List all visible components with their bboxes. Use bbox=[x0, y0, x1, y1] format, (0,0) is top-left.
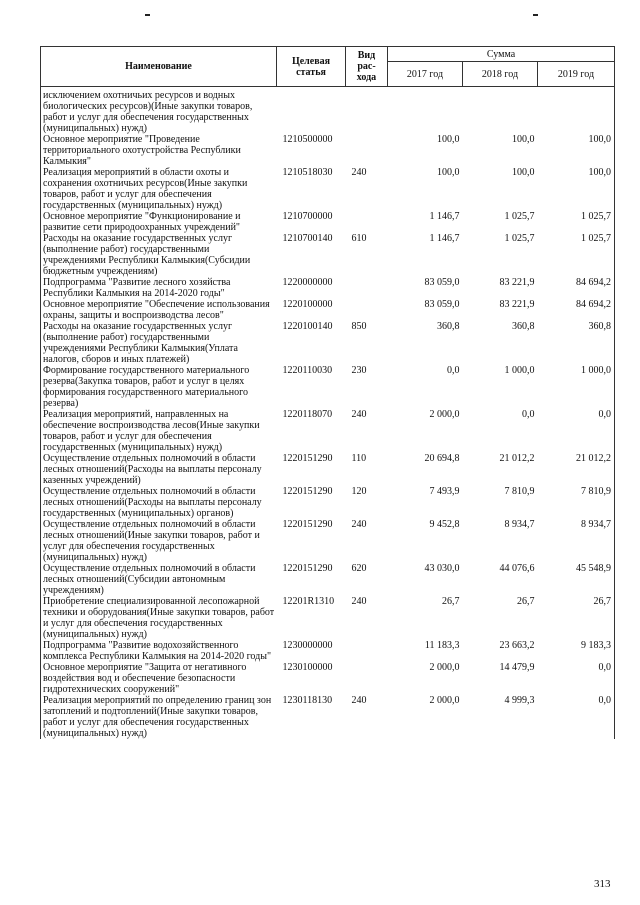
row-code: 1230000000 bbox=[282, 640, 333, 651]
row-amount-2019: 0,0 bbox=[538, 695, 615, 739]
row-name: Расходы на оказание государственных услуг (выполнение работ) государственными учреждениями Республики Калмыкия(Уплата налогов, сборов и иных платежей) bbox=[41, 321, 277, 365]
row-amount-2017: 2 000,0 bbox=[429, 662, 460, 673]
row-kind: 850 bbox=[351, 321, 367, 332]
row-amount-2018 bbox=[463, 87, 538, 135]
row-code: 1230118130 bbox=[282, 695, 333, 706]
row-kind: 240 bbox=[351, 695, 367, 706]
row-amount-2019: 0,0 bbox=[538, 409, 615, 453]
row-amount-2017: 43 030,0 bbox=[424, 563, 460, 574]
row-amount-2017: 2 000,0 bbox=[429, 409, 460, 420]
row-name: Осуществление отдельных полномочий в области лесных отношений(Субсидии автономным учреждениям) bbox=[41, 563, 277, 596]
row-amount-2018: 0,0 bbox=[522, 409, 535, 420]
row-name: Реализация мероприятий в области охоты и сохранения охотничьих ресурсов(Иные закупки товаров, работ и услуг для обеспечения государственных (муниципальных) нужд) bbox=[41, 167, 277, 211]
row-code: 1210500000 bbox=[282, 134, 333, 145]
row-amount-2017: 83 059,0 bbox=[424, 277, 460, 288]
header-dash-right bbox=[533, 14, 538, 16]
row-amount-2018: 100,0 bbox=[512, 134, 535, 145]
table-row bbox=[41, 211, 615, 233]
row-amount-2019: 45 548,9 bbox=[538, 563, 615, 596]
row-amount-2019: 1 025,7 bbox=[538, 211, 615, 233]
row-amount-2017: 100,0 bbox=[437, 134, 460, 145]
row-code: 1220110030 bbox=[282, 365, 333, 376]
row-kind: 620 bbox=[351, 563, 367, 574]
row-kind bbox=[346, 299, 388, 321]
row-amount-2018: 1 000,0 bbox=[504, 365, 535, 376]
row-amount-2018: 1 025,7 bbox=[504, 233, 535, 244]
row-amount-2019: 1 025,7 bbox=[538, 233, 615, 277]
column-header-2018: 2018 год bbox=[463, 62, 538, 87]
table-row bbox=[41, 453, 615, 486]
row-amount-2019: 9 183,3 bbox=[538, 640, 615, 662]
budget-table bbox=[40, 46, 615, 739]
row-amount-2018: 44 076,6 bbox=[499, 563, 535, 574]
row-amount-2018: 21 012,2 bbox=[499, 453, 535, 464]
row-amount-2017: 9 452,8 bbox=[429, 519, 460, 530]
row-amount-2017: 0,0 bbox=[447, 365, 460, 376]
row-kind bbox=[346, 662, 388, 695]
table-row bbox=[41, 277, 615, 299]
row-kind: 230 bbox=[351, 365, 367, 376]
row-code: 1220100000 bbox=[282, 299, 333, 310]
row-name: Осуществление отдельных полномочий в области лесных отношений(Расходы на выплаты персоналу государственных (муниципальных) органов) bbox=[41, 486, 277, 519]
row-kind: 610 bbox=[351, 233, 367, 244]
table-row bbox=[41, 519, 615, 563]
table-row bbox=[41, 321, 615, 365]
row-amount-2018: 360,8 bbox=[512, 321, 535, 332]
row-code: 1220000000 bbox=[282, 277, 333, 288]
table-row bbox=[41, 134, 615, 167]
row-amount-2017: 1 146,7 bbox=[429, 211, 460, 222]
row-code: 1210518030 bbox=[282, 167, 333, 178]
table-row bbox=[41, 640, 615, 662]
column-header-sum: Сумма bbox=[388, 47, 615, 62]
row-code: 12201R1310 bbox=[282, 596, 335, 607]
table-row bbox=[41, 299, 615, 321]
row-code: 1220151290 bbox=[282, 519, 333, 530]
row-amount-2018: 100,0 bbox=[512, 167, 535, 178]
row-amount-2017: 26,7 bbox=[442, 596, 460, 607]
row-name: Реализация мероприятий, направленных на обеспечение воспроизводства лесов(Иные закупки товаров, работ и услуг для обеспечения государственных (муниципальных) нужд) bbox=[41, 409, 277, 453]
row-amount-2019: 84 694,2 bbox=[538, 299, 615, 321]
row-name: Основное мероприятие "Обеспечение использования охраны, защиты и воспроизводства лесов" bbox=[41, 299, 277, 321]
table-row bbox=[41, 87, 615, 135]
row-kind: 120 bbox=[351, 486, 367, 497]
header-dash-left bbox=[145, 14, 150, 16]
row-amount-2017 bbox=[388, 87, 463, 135]
row-amount-2019: 360,8 bbox=[538, 321, 615, 365]
row-name: Основное мероприятие "Защита от негативного воздействия вод и обеспечение безопасности гидротехнических сооружений" bbox=[41, 662, 277, 695]
row-code: 1220100140 bbox=[282, 321, 333, 332]
page-number: 313 bbox=[594, 878, 611, 890]
column-header-2019: 2019 год bbox=[538, 62, 615, 87]
table-row bbox=[41, 695, 615, 739]
row-code: 1220151290 bbox=[282, 486, 333, 497]
row-amount-2019: 0,0 bbox=[538, 662, 615, 695]
row-amount-2018: 8 934,7 bbox=[504, 519, 535, 530]
row-amount-2017: 100,0 bbox=[437, 167, 460, 178]
row-kind: 240 bbox=[351, 167, 367, 178]
row-name: Подпрограмма "Развитие водохозяйственного комплекса Республики Калмыкия на 2014-2020 годы" bbox=[41, 640, 277, 662]
row-code: 1220151290 bbox=[282, 453, 333, 464]
row-amount-2019: 1 000,0 bbox=[538, 365, 615, 409]
row-amount-2018: 14 479,9 bbox=[499, 662, 535, 673]
row-name: Подпрограмма "Развитие лесного хозяйства Республики Калмыкия на 2014-2020 годы" bbox=[41, 277, 277, 299]
row-amount-2019 bbox=[538, 87, 615, 135]
row-kind: 240 bbox=[351, 596, 367, 607]
column-header-kind: Вид рас-хода bbox=[346, 47, 388, 87]
row-name: Реализация мероприятий по определению границ зон затоплений и подтоплений(Иные закупки товаров, работ и услуг для обеспечения государственных (муниципальных) нужд) bbox=[41, 695, 277, 739]
row-code: 1210700000 bbox=[282, 211, 333, 222]
column-header-name: Наименование bbox=[41, 47, 277, 87]
row-name: Осуществление отдельных полномочий в области лесных отношений(Иные закупки товаров, работ и услуг для обеспечения государственных (муниципальных) нужд) bbox=[41, 519, 277, 563]
row-name: Осуществление отдельных полномочий в области лесных отношений(Расходы на выплаты персоналу казенных учреждений) bbox=[41, 453, 277, 486]
row-amount-2017: 83 059,0 bbox=[424, 299, 460, 310]
column-header-code: Целевая статья bbox=[277, 47, 346, 87]
row-amount-2019: 8 934,7 bbox=[538, 519, 615, 563]
row-amount-2018: 4 999,3 bbox=[504, 695, 535, 706]
row-amount-2019: 100,0 bbox=[538, 134, 615, 167]
row-code: 1210700140 bbox=[282, 233, 333, 244]
row-amount-2018: 26,7 bbox=[517, 596, 535, 607]
row-code: 1220151290 bbox=[282, 563, 333, 574]
row-amount-2017: 1 146,7 bbox=[429, 233, 460, 244]
row-kind bbox=[346, 211, 388, 233]
table-row bbox=[41, 596, 615, 640]
row-amount-2019: 84 694,2 bbox=[538, 277, 615, 299]
column-header-2017: 2017 год bbox=[388, 62, 463, 87]
row-name: Приобретение специализированной лесопожарной техники и оборудования(Иные закупки товаров, работ и услуг для обеспечения государственных (муниципальных) нужд) bbox=[41, 596, 277, 640]
row-code: 1220118070 bbox=[282, 409, 333, 420]
row-amount-2017: 2 000,0 bbox=[429, 695, 460, 706]
row-code: 1230100000 bbox=[282, 662, 333, 673]
table-row bbox=[41, 486, 615, 519]
table-row bbox=[41, 365, 615, 409]
row-amount-2018: 83 221,9 bbox=[499, 277, 535, 288]
row-kind bbox=[346, 277, 388, 299]
row-amount-2019: 7 810,9 bbox=[538, 486, 615, 519]
row-amount-2017: 7 493,9 bbox=[429, 486, 460, 497]
row-kind bbox=[346, 87, 388, 135]
row-amount-2018: 7 810,9 bbox=[504, 486, 535, 497]
row-amount-2018: 83 221,9 bbox=[499, 299, 535, 310]
row-amount-2019: 100,0 bbox=[538, 167, 615, 211]
row-amount-2018: 1 025,7 bbox=[504, 211, 535, 222]
table-row bbox=[41, 167, 615, 211]
table-row bbox=[41, 662, 615, 695]
row-amount-2019: 26,7 bbox=[538, 596, 615, 640]
row-amount-2019: 21 012,2 bbox=[538, 453, 615, 486]
row-amount-2017: 360,8 bbox=[437, 321, 460, 332]
row-amount-2017: 11 183,3 bbox=[424, 640, 460, 651]
row-amount-2017: 20 694,8 bbox=[424, 453, 460, 464]
row-kind: 240 bbox=[351, 409, 367, 420]
row-kind bbox=[346, 640, 388, 662]
row-name: Основное мероприятие "Функционирование и развитие сети природоохранных учреждений" bbox=[41, 211, 277, 233]
row-code bbox=[277, 87, 346, 135]
row-name: исключением охотничьих ресурсов и водных биологических ресурсов)(Иные закупки товаров, работ и услуг для обеспечения государственных (муниципальных) нужд) bbox=[41, 87, 277, 135]
row-name: Формирование государственного материального резерва(Закупка товаров, работ и услуг в целях формирования государственного материального резерва) bbox=[41, 365, 277, 409]
row-amount-2018: 23 663,2 bbox=[499, 640, 535, 651]
table-row bbox=[41, 233, 615, 277]
row-kind: 240 bbox=[351, 519, 367, 530]
row-kind bbox=[346, 134, 388, 167]
table-row bbox=[41, 409, 615, 453]
table-row bbox=[41, 563, 615, 596]
row-name: Основное мероприятие "Проведение территориального охотустройства Республики Калмыкия" bbox=[41, 134, 277, 167]
row-kind: 110 bbox=[351, 453, 367, 464]
row-name: Расходы на оказание государственных услуг (выполнение работ) государственными учреждениями Республики Калмыкия(Субсидии бюджетным учреждениям) bbox=[41, 233, 277, 277]
